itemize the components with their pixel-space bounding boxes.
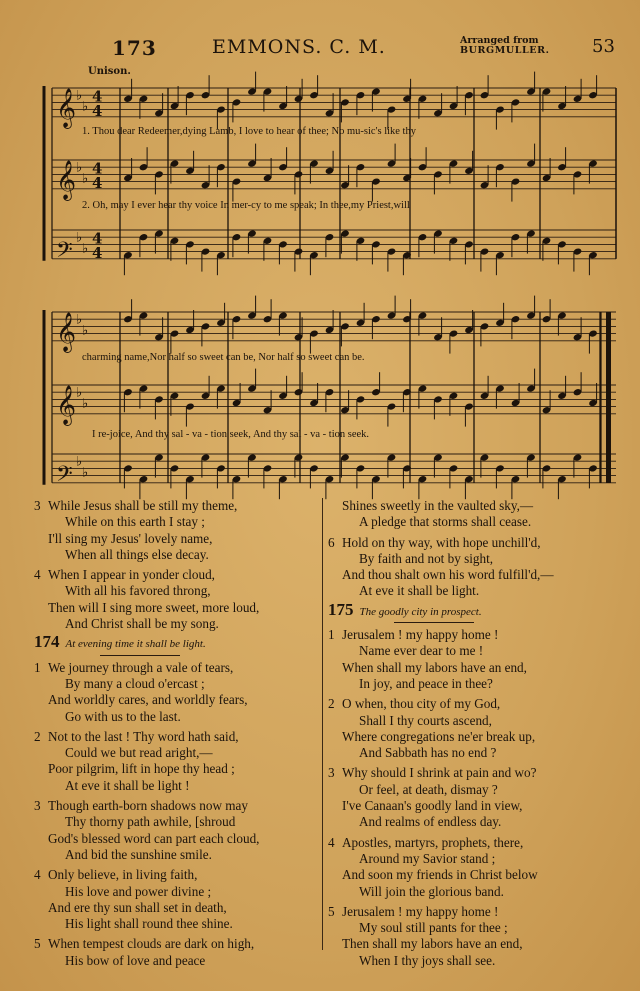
verse-line [328,627,618,643]
clef-icon: 𝄢 [56,461,73,492]
verse-number: 1 [34,659,41,675]
verse-line-text: Shines sweetly in the vaulted sky,— [342,498,534,513]
verse [34,660,324,725]
verse-number: 2 [34,728,41,744]
verse-line [34,514,324,530]
flat-icon: ♭ [82,465,89,481]
verse-line-text: Apostles, martyrs, prophets, there, [342,834,524,850]
hymn-tune-title: EMMONS. C. M. [212,36,386,58]
verse [328,696,618,761]
system2-lyric-verse2: I re-joice, And thy sal - va - tion seek, And thy sal - va - tion seek. [92,429,370,440]
verse-line [328,643,618,659]
verse-line-text: I'll sing my Jesus' lovely name, [48,530,213,546]
verse-line [328,765,618,781]
verse-line [328,676,618,692]
verse-line-text: And ere thy sun shall set in death, [48,899,227,915]
verse-line [34,745,324,761]
time-signature-top: 4 [92,87,103,106]
flat-icon: ♭ [82,323,89,339]
page-number: 53 [592,36,615,57]
time-signature-top: 4 [92,229,103,248]
verse-line-text: My soul still pants for thee ; [359,920,508,936]
verse-number: 5 [328,903,335,919]
verse-line-text: And worldly cares, and worldly fears, [48,692,248,708]
flat-icon: ♭ [82,396,89,412]
hymn-heading-number: 174 [34,632,60,652]
verse-line-text: And thou shalt own his word fulfill'd,— [342,567,554,583]
verse [34,567,324,632]
verse-number: 6 [328,534,335,550]
verse-line [34,498,324,514]
time-signature-bottom: 4 [92,102,103,121]
verse-line [34,660,324,676]
verse-line-text: Why should I shrink at pain and wo? [342,765,537,781]
flat-icon: ♭ [82,171,89,187]
verse-number: 4 [328,834,335,850]
verse-line [328,798,618,814]
verse-line [328,904,618,920]
clef-icon: 𝄞 [56,159,77,200]
verse [328,765,618,830]
verse-line [34,814,324,830]
verse-number: 4 [34,567,41,583]
clef-icon: 𝄢 [56,237,73,268]
verse-line [328,851,618,867]
verse-line [34,936,324,952]
verse-line-text: Not to the last ! Thy word hath said, [48,728,239,744]
left-column-verses [34,498,324,969]
verse-line [34,709,324,725]
verse-line [328,660,618,676]
hymn-heading [34,634,324,652]
verse-line-text: A pledge that storms shall cease. [359,514,532,530]
verse-line [328,920,618,936]
verse-line [34,953,324,969]
flat-icon: ♭ [76,88,83,104]
verse-line-text: When I thy joys shall see. [359,952,496,968]
verse-line-text: Though earth-born shadows now may [48,798,248,814]
verse-line-text: While Jesus shall be still my theme, [48,498,238,513]
verse-line-text: And soon my friends in Christ below [342,867,538,883]
verse-line [328,782,618,798]
verse-line [328,884,618,900]
verse-number: 1 [328,627,335,643]
hymn-heading-rule [100,655,180,656]
verse-line-text: Poor pilgrim, lift in hope thy head ; [48,761,235,777]
verse-line-text: Hold on thy way, with hope unchill'd, [342,534,541,550]
system1-lyric-verse1: 1. Thou dear Redeemer,dying Lamb, I love to hear of thee; No mu-sic's like thy [82,126,416,137]
verse-line-text: I've Canaan's goodly land in view, [342,798,523,814]
verse-line [34,600,324,616]
verse-line-text: And realms of endless day. [359,814,502,830]
music-score [0,0,640,492]
verse-line-text: Thy thorny path awhile, [shroud [65,814,236,830]
flat-icon: ♭ [76,312,83,328]
flat-icon: ♭ [76,454,83,470]
verse-line-text: His bow of love and peace [65,952,206,968]
verse-line [34,867,324,883]
verse-line-text: Then shall my labors have an end, [342,936,523,952]
unison-marking: Unison. [88,66,131,77]
hymn-heading-subtitle: At evening time it shall be light. [65,638,206,651]
verse-line [34,761,324,777]
verse-line-text: Where congregations ne'er break up, [342,728,536,744]
time-signature-bottom: 4 [92,174,103,193]
verse-line-text: Only believe, in living faith, [48,867,198,883]
verse-line [328,729,618,745]
time-signature-top: 4 [92,159,103,178]
verse-line [34,798,324,814]
verse [328,627,618,692]
verse-number: 5 [34,936,41,952]
verse-line-text: By faith and not by sight, [359,550,494,566]
hymn-heading-subtitle: The goodly city in prospect. [359,605,482,618]
verse-line [328,551,618,567]
verse-line [34,916,324,932]
verse-line-text: His love and power divine ; [65,883,212,899]
verse-line-text: We journey through a vale of tears, [48,659,234,675]
hymn-number: 173 [112,36,157,60]
flat-icon: ♭ [76,230,83,246]
verse-line-text: Will join the glorious band. [359,883,504,899]
verse-line-text: God's blessed word can part each cloud, [48,830,260,846]
verse [328,904,618,969]
verse-line-text: Jerusalem ! my happy home ! [342,903,499,919]
verse-line [34,729,324,745]
verse-line [34,676,324,692]
flat-icon: ♭ [76,160,83,176]
verse-line-text: By many a cloud o'ercast ; [65,675,205,691]
verse-line-text: When shall my labors have an end, [342,659,527,675]
verse-line-text: Or feel, at death, dismay ? [359,781,498,797]
verse [328,835,618,900]
clef-icon: 𝄞 [56,87,77,128]
verse-line-text: In joy, and peace in thee? [359,675,493,691]
verse-number: 3 [34,498,41,513]
verse-line [34,567,324,583]
time-signature-bottom: 4 [92,244,103,263]
final-barline [606,312,611,483]
verse-line [328,696,618,712]
verse-line [34,531,324,547]
verse-line [328,583,618,599]
verse-line-text: And bid the sunshine smile. [65,846,212,862]
verse-line [34,900,324,916]
verse-number: 2 [328,696,335,712]
system2-lyric-verse1: charming name,Nor half so sweet can be, Nor half so sweet can be. [82,352,365,363]
verse-line [328,867,618,883]
verse-continuation [328,498,618,531]
arranged-label: Arranged from [460,35,539,46]
verse-line [34,847,324,863]
flat-icon: ♭ [82,99,89,115]
composer-name: BURGMULLER. [460,45,550,56]
verse-line-text: When all things else decay. [65,546,209,562]
verse [34,498,324,563]
verse [34,936,324,969]
verse-line-text: His light shall round thee shine. [65,916,233,932]
verse-line-text: With all his favored throng, [65,583,211,599]
verse-line-text: Around my Savior stand ; [359,850,496,866]
verse-line-text: Then will I sing more sweet, more loud, [48,599,260,615]
verse-line-text: While on this earth I stay ; [65,514,205,530]
verse-line [328,535,618,551]
verse-line-text: O when, thou city of my God, [342,696,501,712]
verse-number: 4 [34,867,41,883]
verse-number: 3 [328,765,335,781]
verse-line [34,831,324,847]
verse-line-text: And Sabbath has no end ? [359,745,497,761]
verse-line [34,692,324,708]
verse-line [328,713,618,729]
verse-line [328,567,618,583]
right-column-verses [328,498,618,969]
verse-line [328,514,618,530]
verse-line [328,835,618,851]
verse-line-text: Could we but read aright,— [65,745,213,761]
verse-line-text: At eve it shall be light. [359,583,480,599]
verse-line [328,953,618,969]
verse-line-text: Jerusalem ! my happy home ! [342,627,499,643]
verse-line-text: And Christ shall be my song. [65,616,219,632]
verse-line [34,583,324,599]
flat-icon: ♭ [76,385,83,401]
verse-line-text: When tempest clouds are dark on high, [48,936,255,952]
verse [34,867,324,932]
hymn-heading-number: 175 [328,599,354,619]
verse [328,535,618,600]
verse-line [34,884,324,900]
verse-line-text: At eve it shall be light ! [65,777,190,793]
hymn-heading [328,599,618,620]
clef-icon: 𝄞 [56,384,77,425]
verse-line [34,547,324,563]
verse-line [328,745,618,761]
verse-line [34,778,324,794]
hymn-heading-rule [394,622,474,623]
verse [34,729,324,794]
verse-line [328,814,618,830]
verse-line-text: Go with us to the last. [65,708,181,724]
verse [34,798,324,863]
clef-icon: 𝄞 [56,311,77,352]
verse-line [328,936,618,952]
verse-line-text: Name ever dear to me ! [359,643,484,659]
system1-lyric-verse2: 2. Oh, may I ever hear thy voice In mer-cy to me speak; In thee,my Priest,will [82,200,410,211]
verse-line-text: When I appear in yonder cloud, [48,567,215,583]
verse-line [34,616,324,632]
verse-number: 3 [34,798,41,814]
verse-line-text: Shall I thy courts ascend, [359,712,492,728]
flat-icon: ♭ [82,241,89,257]
verse-line [328,498,618,514]
